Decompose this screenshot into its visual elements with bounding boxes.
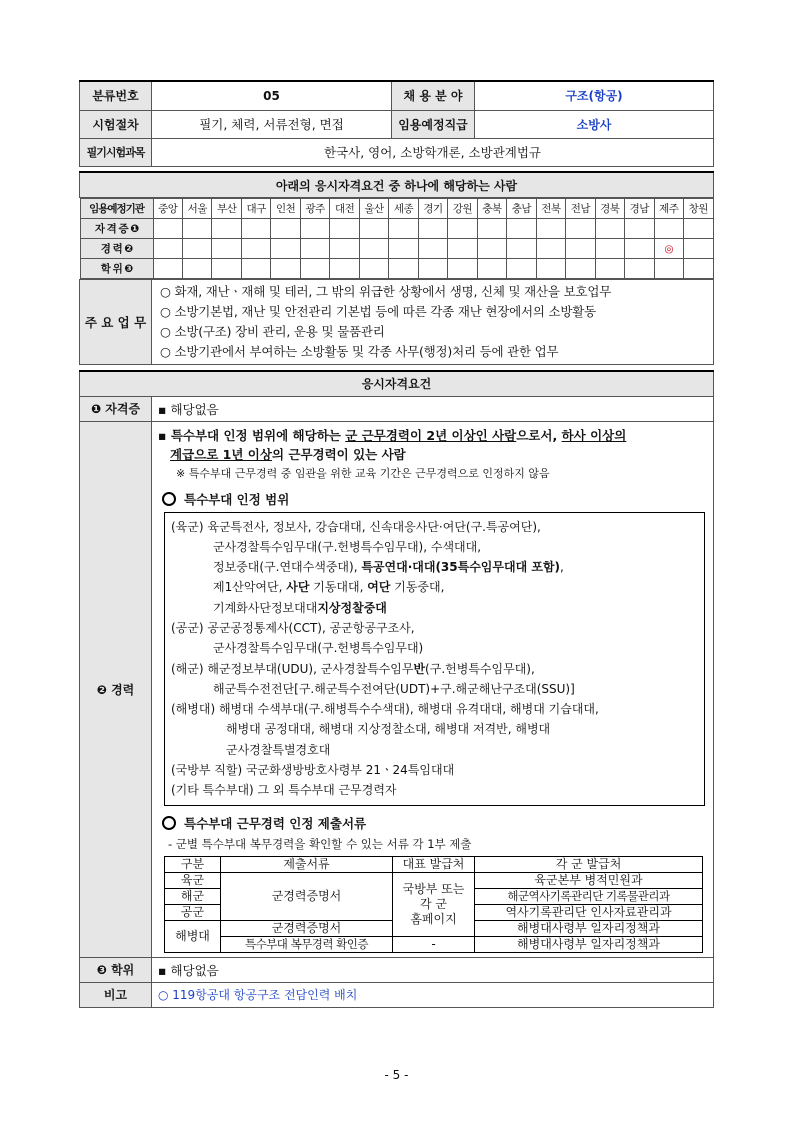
region-header-row [80, 199, 713, 219]
army-text: 기계화사단정보대대 [213, 600, 318, 615]
row-label-cert: 자 격 증 ❶ [80, 219, 153, 239]
navy-bold: 반 [413, 661, 426, 676]
ring-bullet-icon [162, 816, 176, 830]
remark-label: 비고 [80, 982, 152, 1007]
region-cell [153, 219, 182, 239]
region-cell [418, 259, 447, 279]
region-label: 임용예정기관 [80, 199, 153, 219]
docs-each-marine: 해병대사령부 일자리정책과 [475, 920, 703, 936]
marine-line: 군사경찰특별경호대 [226, 742, 331, 757]
army-text: 기동대대, [309, 580, 368, 595]
region-cell [183, 239, 212, 259]
docs-heading [158, 814, 707, 832]
army-line: 군사경찰특수임무대(구.헌병특수임무대), 수색대대, [213, 539, 482, 554]
region-cell [183, 259, 212, 279]
region-cell [330, 219, 359, 239]
docs-header-document: 제출서류 [221, 856, 393, 872]
region-row-degree [80, 259, 713, 279]
class-number-label: 분류번호 [80, 81, 152, 110]
marine-line: (해병대) 해병대 수색부대(구.해병특수수색대), 해병대 유격대대, 해병대 기습대대, [171, 702, 599, 717]
region-name: 중앙 [153, 199, 182, 219]
career-text-c: 으로서, [516, 427, 562, 443]
army-text: 제1산악여단, [213, 580, 287, 595]
region-cell [507, 259, 536, 279]
region-name: 강원 [448, 199, 477, 219]
career-text-d: 하사 이상의 [561, 427, 627, 443]
career-text-a: ▪ 특수부대 인정 범위에 해당하는 [158, 427, 346, 443]
duty-item: ○ 소방기본법, 재난 및 안전관리 기본법 등에 따른 각종 재난 현장에서의 소방활동 [160, 304, 596, 319]
region-mark: ◎ [654, 239, 683, 259]
region-grid-cell [80, 198, 714, 280]
docs-each-army: 육군본부 병적민원과 [475, 872, 703, 888]
region-name: 전남 [566, 199, 595, 219]
region-cell [507, 239, 536, 259]
region-cell [300, 259, 329, 279]
duties-label: 주 요 업 무 [80, 280, 152, 365]
duty-item: ○ 화재, 재난ㆍ재해 및 테러, 그 밖의 위급한 상황에서 생명, 신체 및 재산을 보호업무 [160, 284, 612, 299]
scope-heading [158, 490, 707, 508]
region-cell [418, 239, 447, 259]
region-cell [477, 259, 506, 279]
docs-cert-marine: 군경력증명서 [221, 920, 393, 936]
navy-line: 해군특수전전단[구.해군특수전여단(UDT)+구.해군해난구조대(SSU)] [213, 681, 575, 696]
docs-header-each: 각 군 발급처 [475, 856, 703, 872]
region-cell [241, 259, 270, 279]
region-cell [595, 239, 624, 259]
region-cell [271, 239, 300, 259]
region-cell [300, 239, 329, 259]
region-cell [566, 259, 595, 279]
issuer-line: 국방부 또는 [402, 881, 465, 896]
region-row-career [80, 239, 713, 259]
class-number-value: 05 [152, 81, 392, 110]
region-cell [153, 239, 182, 259]
region-cell [595, 219, 624, 239]
region-cell [359, 259, 388, 279]
docs-navy: 해군 [165, 888, 221, 904]
region-cell [536, 219, 565, 239]
region-name: 경남 [625, 199, 654, 219]
region-cell [241, 239, 270, 259]
region-cell [271, 259, 300, 279]
army-line [171, 577, 698, 597]
cert-value: ▪ 해당없음 [152, 396, 714, 421]
docs-army: 육군 [165, 872, 221, 888]
scope-box [164, 512, 705, 806]
region-cell [625, 239, 654, 259]
rank-value: 소방사 [475, 110, 714, 138]
army-bold: 특공연대·대대(35특수임무대대 포함) [361, 560, 561, 575]
region-cell [241, 219, 270, 239]
region-name: 부산 [212, 199, 241, 219]
region-name: 대구 [241, 199, 270, 219]
army-line [171, 557, 698, 577]
region-cell [566, 239, 595, 259]
requirement-title: 아래의 응시자격요건 중 하나에 해당하는 사람 [80, 172, 714, 198]
region-cell [330, 239, 359, 259]
docs-header-division: 구분 [165, 856, 221, 872]
region-cell [212, 219, 241, 239]
recruitment-table [79, 80, 714, 1008]
field-label: 채 용 분 야 [392, 81, 475, 110]
docs-issuer [393, 872, 475, 936]
army-text: 정보중대(구.연대수색중대), [213, 560, 362, 575]
region-cell [448, 259, 477, 279]
field-value: 구조(항공) [475, 81, 714, 110]
region-row-cert [80, 219, 713, 239]
career-content [152, 421, 714, 957]
army-bold: 사단 [286, 580, 310, 595]
career-label: ❷ 경력 [80, 421, 152, 957]
region-cell [389, 259, 418, 279]
docs-note: - 군별 특수부대 복무경력을 확인할 수 있는 서류 각 1부 제출 [168, 836, 472, 851]
career-text-e: 계급으로 1년 이상 [170, 446, 272, 462]
docs-airforce: 공군 [165, 904, 221, 920]
row-label-career: 경 력 ❷ [80, 239, 153, 259]
army-text: 기동중대, [390, 580, 445, 595]
duty-item: ○ 소방(구조) 장비 관리, 운용 및 물품관리 [160, 324, 385, 339]
region-name: 경기 [418, 199, 447, 219]
degree-value: ▪ 해당없음 [152, 957, 714, 982]
region-cell [536, 259, 565, 279]
region-cell [212, 259, 241, 279]
scope-title: 특수부대 인정 범위 [184, 491, 290, 507]
region-grid [80, 198, 714, 279]
region-cell [389, 239, 418, 259]
duty-item: ○ 소방기관에서 부여하는 소방활동 및 각종 사무(행정)처리 등에 관한 업무 [160, 344, 559, 359]
region-cell [448, 239, 477, 259]
mnd-line: (국방부 직할) 국군화생방방호사령부 21ㆍ24특임대대 [171, 763, 455, 778]
region-cell [359, 219, 388, 239]
docs-cert: 군경력증명서 [221, 872, 393, 920]
row-label-degree: 학 위 ❸ [80, 259, 153, 279]
region-name: 경북 [595, 199, 624, 219]
region-cell [448, 219, 477, 239]
region-cell [654, 259, 683, 279]
region-cell [477, 239, 506, 259]
navy-text: (구.헌병특수임무대), [425, 661, 535, 676]
degree-label: ❸ 학위 [80, 957, 152, 982]
region-cell [683, 239, 713, 259]
region-cell [418, 219, 447, 239]
procedure-value: 필기, 체력, 서류전형, 면접 [152, 110, 392, 138]
region-cell [300, 219, 329, 239]
region-cell [566, 219, 595, 239]
region-name: 울산 [359, 199, 388, 219]
region-cell [271, 219, 300, 239]
issuer-line: 홈페이지 [410, 911, 457, 926]
career-text-f: 의 근무경력이 있는 사람 [271, 446, 406, 462]
region-name: 세종 [389, 199, 418, 219]
duties-list [152, 280, 714, 365]
region-cell [359, 239, 388, 259]
region-cell [330, 259, 359, 279]
army-line [171, 598, 698, 618]
region-cell [625, 259, 654, 279]
region-name: 대전 [330, 199, 359, 219]
region-cell [212, 239, 241, 259]
region-cell [183, 219, 212, 239]
region-cell [595, 259, 624, 279]
ring-bullet-icon [162, 492, 176, 506]
region-cell [389, 219, 418, 239]
region-name: 창원 [683, 199, 713, 219]
docs-each-airforce: 역사기록관리단 인사자료관리과 [475, 904, 703, 920]
docs-each-marine-2: 해병대사령부 일자리정책과 [475, 936, 703, 952]
region-name: 인천 [271, 199, 300, 219]
docs-issuer-dash: - [393, 936, 475, 952]
airforce-line: (공군) 공군공정통제사(CCT), 공군항공구조사, [171, 620, 415, 635]
region-name: 광주 [300, 199, 329, 219]
army-text: , [560, 560, 564, 575]
region-cell [654, 219, 683, 239]
subjects-label: 필기시험과목 [80, 138, 152, 166]
region-name: 충남 [507, 199, 536, 219]
army-bold: 지상정찰중대 [317, 600, 387, 615]
region-cell [153, 259, 182, 279]
region-name: 전북 [536, 199, 565, 219]
region-cell [625, 219, 654, 239]
documents-table [164, 856, 703, 953]
marine-line: 해병대 공정대대, 해병대 지상정찰소대, 해병대 저격반, 해병대 [226, 722, 551, 737]
remark-value: ○ 119항공대 항공구조 전담인력 배치 [152, 982, 714, 1007]
cert-label: ❶ 자격증 [80, 396, 152, 421]
region-cell [536, 239, 565, 259]
docs-marine: 해병대 [165, 920, 221, 952]
region-cell [477, 219, 506, 239]
army-bold: 여단 [367, 580, 391, 595]
docs-header-issuer: 대표 발급처 [393, 856, 475, 872]
docs-title: 특수부대 근무경력 인정 제출서류 [184, 815, 367, 831]
region-cell [683, 219, 713, 239]
qualification-title: 응시자격요건 [80, 371, 714, 397]
docs-each-navy: 해군역사기록관리단 기록물관리과 [475, 888, 703, 904]
rank-label: 임용예정직급 [392, 110, 475, 138]
region-name: 제주 [654, 199, 683, 219]
procedure-label: 시험절차 [80, 110, 152, 138]
navy-line [171, 659, 698, 679]
etc-line: (기타 특수부대) 그 외 특수부대 근무경력자 [171, 783, 397, 798]
region-cell [507, 219, 536, 239]
career-requirement [158, 426, 707, 445]
subjects-value: 한국사, 영어, 소방학개론, 소방관계법규 [152, 138, 714, 166]
region-name: 충북 [477, 199, 506, 219]
career-requirement-2 [158, 445, 707, 464]
docs-service-cert: 특수부대 복무경력 확인증 [221, 936, 393, 952]
army-line: (육군) 육군특전사, 정보사, 강습대대, 신속대응사단·여단(구.특공여단), [171, 519, 541, 534]
airforce-line: 군사경찰특수임무대(구.헌병특수임무대) [213, 641, 424, 656]
navy-text: (해군) 해군정보부대(UDU), 군사경찰특수임무 [171, 661, 414, 676]
career-note: ※ 특수부대 근무경력 중 임관을 위한 교육 기간은 근무경력으로 인정하지 않음 [176, 466, 550, 480]
region-cell [683, 259, 713, 279]
issuer-line: 각 군 [420, 896, 447, 911]
region-name: 서울 [183, 199, 212, 219]
page-number: - 5 - [384, 1068, 409, 1082]
career-text-b: 군 근무경력이 2년 이상인 사람 [345, 427, 517, 443]
